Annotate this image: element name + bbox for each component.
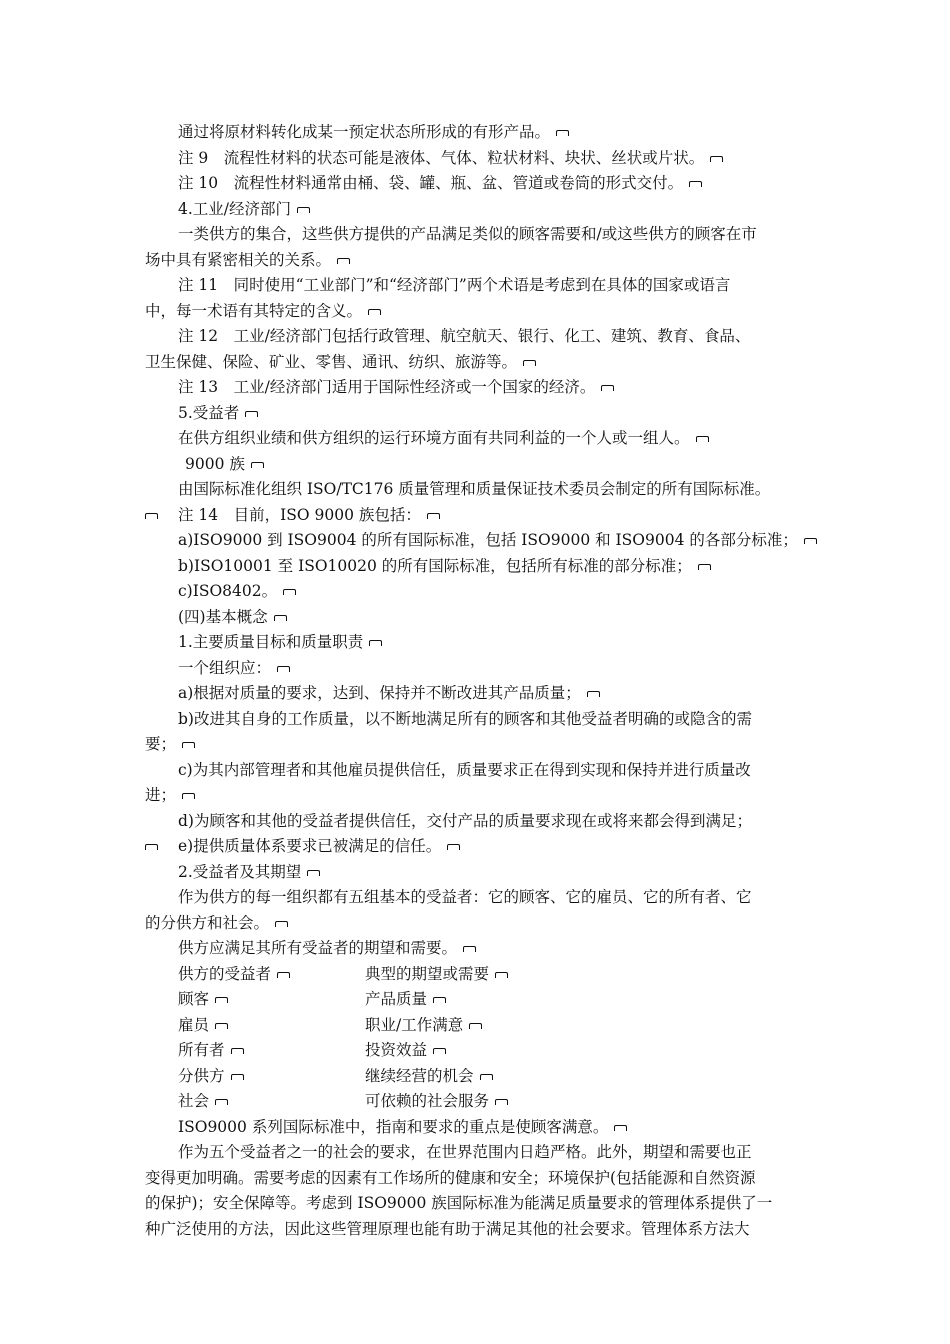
paragraph-mark-icon [698,564,711,570]
text-line [145,630,810,656]
table-row [145,987,810,1013]
paragraph-mark-icon [689,181,702,187]
paragraph-mark-icon [145,844,158,850]
line-text: 要； [145,735,177,753]
line-text: 供方应满足其所有受益者的期望和需要。 [178,939,458,957]
text-line [145,860,810,886]
text-line [145,477,810,503]
line-text: 注 14 目前，ISO 9000 族包括： [178,505,421,524]
text-line [145,681,810,707]
line-text: (四)基本概念 [178,607,268,626]
line-text: 一个组织应： [178,658,272,677]
text-line [145,146,810,172]
text-line [145,503,810,529]
line-text: 5.受益者 [178,403,240,422]
paragraph-mark-icon [556,130,569,136]
paragraph-mark-icon [614,1125,627,1131]
line-text: 通过将原材料转化成某一预定状态所形成的有形产品。 [178,123,551,141]
paragraph-mark-icon [277,972,290,978]
table-row [145,1064,810,1090]
line-text: 注 9 流程性材料的状态可能是液体、气体、粒状材料、块状、丝状或片状。 [178,148,705,167]
paragraph-mark-icon [337,258,350,264]
stakeholder-cell: 社会 [178,1089,365,1115]
text-line [145,936,810,962]
stakeholder-table [145,962,810,1115]
text-line [145,1115,810,1141]
line-text: 变得更加明确。需要考虑的因素有工作场所的健康和安全；环境保护(包括能源和自然资源 [145,1168,756,1187]
paragraph-mark-icon [283,589,296,595]
line-text: 注 10 流程性材料通常由桶、袋、罐、瓶、盆、管道或卷筒的形式交付。 [178,174,684,192]
paragraph-mark-icon [601,385,614,391]
paragraph-mark-icon [710,156,723,162]
expectation-cell: 继续经营的机会 [365,1064,493,1090]
text-line [145,171,810,197]
paragraph-mark-icon [696,436,709,442]
text-line [145,273,810,299]
table-row [145,1013,810,1039]
text-line [145,1140,810,1166]
paragraph-mark-icon [469,1023,482,1029]
text-block-lower [145,1115,810,1243]
table-row [145,1038,810,1064]
paragraph-mark-icon [297,207,310,213]
table-row [145,962,810,988]
text-line [145,1191,810,1217]
line-text: 在供方组织业绩和供方组织的运行环境方面有共同利益的一个人或一组人。 [178,429,690,447]
line-text: a)根据对质量的要求，达到、保持并不断改进其产品质量； [178,684,581,702]
line-text: 场中具有紧密相关的关系。 [145,250,332,269]
stakeholder-cell: 供方的受益者 [178,962,365,988]
text-line [145,528,810,554]
line-text: 1.主要质量目标和质量职责 [178,633,364,651]
line-text: 由国际标准化组织 ISO/TC176 质量管理和质量保证技术委员会制定的所有国际标准。 [178,480,771,498]
line-text: 一类供方的集合，这些供方提供的产品满足类似的顾客需要和/或这些供方的顾客在市 [178,225,757,243]
paragraph-mark-icon [480,1074,493,1080]
text-line [145,656,810,682]
paragraph-mark-icon [231,1048,244,1054]
text-line [145,120,810,146]
text-line [145,554,810,580]
line-text: a)ISO9000 到 ISO9004 的所有国际标准，包括 ISO9000 和 ISO9004 的各部分标准； [178,531,798,549]
line-text: b)改进其自身的工作质量，以不断地满足所有的顾客和其他受益者明确的或隐含的需 [178,709,752,728]
paragraph-mark-icon [368,309,381,315]
paragraph-mark-icon [231,1074,244,1080]
line-text: 进； [145,786,177,804]
line-text: c)为其内部管理者和其他雇员提供信任，质量要求正在得到实现和保持并进行质量改 [178,760,751,779]
paragraph-mark-icon [307,870,320,876]
paragraph-mark-icon [277,666,290,672]
paragraph-mark-icon [804,538,817,544]
text-block-upper [145,120,810,962]
text-line [145,401,810,427]
paragraph-mark-icon [215,1099,228,1105]
line-text: d)为顾客和其他的受益者提供信任，交付产品的质量要求现在或将来都会得到满足； [178,811,752,830]
document-page [145,120,810,1242]
stakeholder-cell: 顾客 [178,987,365,1013]
text-line [145,452,810,478]
paragraph-mark-icon [495,972,508,978]
text-line [145,732,810,758]
text-line [145,707,810,733]
text-line [145,758,810,784]
text-line [145,426,810,452]
paragraph-mark-icon [274,615,287,621]
line-text: 种广泛使用的方法，因此这些管理原理也能有助于满足其他的社会要求。管理体系方法大 [145,1219,750,1238]
text-line [145,885,810,911]
paragraph-mark-icon [447,844,460,850]
expectation-cell: 产品质量 [365,987,446,1013]
text-line [145,299,810,325]
line-text: 作为供方的每一组织都有五组基本的受益者：它的顾客、它的雇员、它的所有者、它 [178,888,752,906]
paragraph-mark-icon [433,1048,446,1054]
text-line [145,809,810,835]
text-line [145,579,810,605]
paragraph-mark-icon [251,462,264,468]
line-text: 的分供方和社会。 [145,913,270,932]
text-line [145,911,810,937]
text-line [145,375,810,401]
text-line [145,605,810,631]
expectation-cell: 职业/工作满意 [365,1013,482,1039]
line-text: b)ISO10001 至 ISO10020 的所有国际标准，包括所有标准的部分标准； [178,556,692,575]
line-text: 注 13 工业/经济部门适用于国际性经济或一个国家的经济。 [178,378,596,396]
stakeholder-cell: 雇员 [178,1013,365,1039]
text-line [145,783,810,809]
paragraph-mark-icon [215,1023,228,1029]
text-line [145,350,810,376]
text-line [145,1166,810,1192]
paragraph-mark-icon [182,793,195,799]
paragraph-mark-icon [369,640,382,646]
line-text: c)ISO8402。 [178,582,278,600]
line-text: 2.受益者及其期望 [178,862,302,881]
stakeholder-cell: 所有者 [178,1038,365,1064]
line-text: 4.工业/经济部门 [178,199,292,218]
text-line [145,248,810,274]
paragraph-mark-icon [587,691,600,697]
expectation-cell: 典型的期望或需要 [365,962,508,988]
paragraph-mark-icon [427,513,440,519]
paragraph-mark-icon [463,946,476,952]
line-text: 的保护)；安全保障等。考虑到 ISO9000 族国际标准为能满足质量要求的管理体系提供了一 [145,1194,773,1212]
paragraph-mark-icon [182,742,195,748]
paragraph-mark-icon [245,411,258,417]
text-line [145,834,810,860]
text-line [145,324,810,350]
paragraph-mark-icon [145,513,158,519]
line-text: ISO9000 系列国际标准中，指南和要求的重点是使顾客满意。 [178,1117,609,1136]
line-text: 注 12 工业/经济部门包括行政管理、航空航天、银行、化工、建筑、教育、食品、 [178,327,751,345]
stakeholder-cell: 分供方 [178,1064,365,1090]
paragraph-mark-icon [215,997,228,1003]
paragraph-mark-icon [433,997,446,1003]
paragraph-mark-icon [523,360,536,366]
text-line [145,1217,810,1243]
text-line [145,197,810,223]
table-row [145,1089,810,1115]
line-text: 注 11 同时使用“工业部门”和“经济部门”两个术语是考虑到在具体的国家或语言 [178,276,731,294]
line-text: e)提供质量体系要求已被满足的信任。 [178,837,442,855]
text-line [145,222,810,248]
expectation-cell: 可依赖的社会服务 [365,1089,508,1115]
expectation-cell: 投资效益 [365,1038,446,1064]
line-text: 9000 族 [185,454,245,473]
line-text: 中，每一术语有其特定的含义。 [145,301,363,320]
paragraph-mark-icon [275,921,288,927]
line-text: 卫生保健、保险、矿业、零售、通讯、纺织、旅游等。 [145,352,518,371]
line-text: 作为五个受益者之一的社会的要求，在世界范围内日趋严格。此外，期望和需要也正 [178,1143,752,1161]
paragraph-mark-icon [495,1099,508,1105]
